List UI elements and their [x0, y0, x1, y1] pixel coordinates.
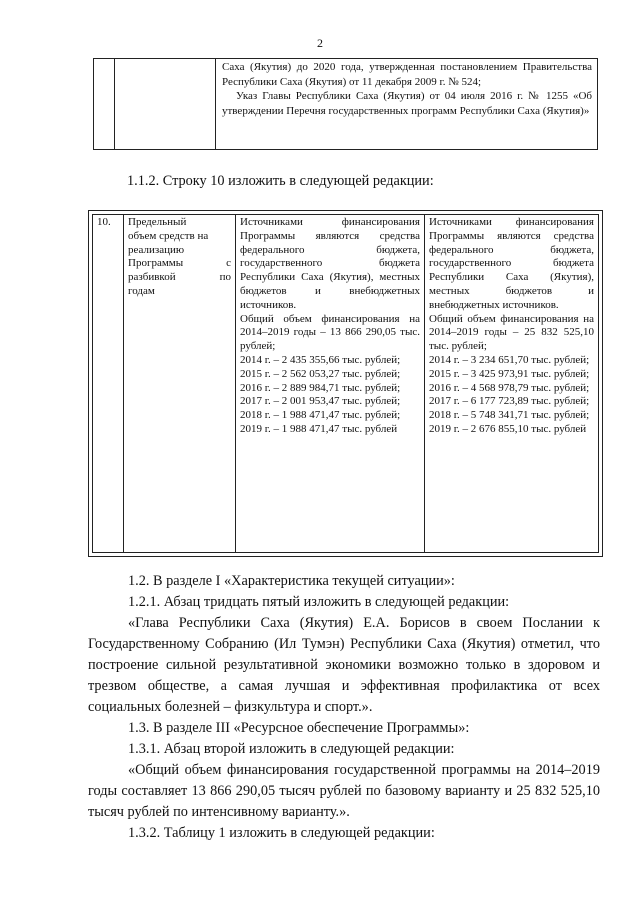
paragraph: 1.3.2. Таблицу 1 изложить в следующей редакции:: [128, 825, 435, 841]
intensive-variant-cell: [425, 215, 598, 552]
funding-year: 2015 г. – 2 562 053,27 тыс. рублей;: [240, 367, 401, 380]
funding-year: 2018 г. – 5 748 341,71 тыс. рублей;: [429, 409, 590, 422]
funding-year: 2017 г. – 6 177 723,89 тыс. рублей;: [429, 395, 590, 408]
paragraph: 1.3.1. Абзац второй изложить в следующей редакции:: [128, 741, 455, 757]
section-heading: 1.1.2. Строку 10 изложить в следующей редакции:: [127, 173, 434, 189]
row-number: 10.: [93, 215, 124, 552]
paragraph: 1.3. В разделе III «Ресурсное обеспечение Программы»:: [128, 720, 470, 736]
label-line: разбивкой по: [128, 271, 231, 284]
body-text: [88, 571, 600, 844]
funding-year: 2015 г. – 3 425 973,91 тыс. рублей;: [429, 367, 590, 380]
row-label: [124, 215, 236, 552]
funding-year: 2019 г. – 2 676 855,10 тыс. рублей: [429, 422, 587, 435]
label-line: объем средств на: [128, 229, 209, 242]
paragraph: 1.2.1. Абзац тридцать пятый изложить в следующей редакции:: [128, 594, 510, 610]
funding-total: Общий объем финансирования на 2014–2019 годы – 25 832 525,10 тыс. рублей;: [429, 312, 594, 353]
basic-variant-cell: [236, 215, 425, 552]
page-number: 2: [317, 36, 323, 50]
funding-year: 2016 г. – 4 568 978,79 тыс. рублей;: [429, 381, 590, 394]
label-line: Программы с: [128, 257, 231, 270]
table-line: Указ Главы Республики Саха (Якутия) от 04 июля 2016 г. № 1255 «Об утверждении Перечня государственных программ Республики Саха (Якутия)»: [222, 90, 592, 117]
label-line: Предельный: [128, 216, 187, 228]
label-line: годам: [128, 284, 155, 297]
funding-total: Общий объем финансирования на 2014–2019 годы – 13 866 290,05 тыс. рублей;: [240, 312, 420, 353]
table-cell-number: [94, 59, 115, 149]
continuation-table: [93, 58, 598, 150]
paragraph: «Глава Республики Саха (Якутия) Е.А. Борисов в своем Послании к Государственному Собранию (Ил Тумэн) Республики Саха (Якутия) отметил, что построение сильной результативной экономики возможно только в здоровом и трезвом обществе, а самая лучшая и эффективная профилактика от всех социальных болезней – физкультура и спорт.».: [88, 615, 600, 715]
table-cell-label: [115, 59, 216, 149]
table-line: Саха (Якутия) до 2020 года, утвержденная постановлением Правительства Республики Саха (Якутия) от 11 декабря 2009 г. № 524;: [222, 61, 592, 88]
funding-year: 2014 г. – 2 435 355,66 тыс. рублей;: [240, 353, 401, 366]
label-line: реализацию: [128, 243, 185, 256]
funding-year: 2018 г. – 1 988 471,47 тыс. рублей;: [240, 409, 401, 422]
funding-year: 2017 г. – 2 001 953,47 тыс. рублей;: [240, 395, 401, 408]
paragraph: «Общий объем финансирования государственной программы на 2014–2019 годы составляет 13 866 290,05 тысяч рублей по базовому варианту и 25 832 525,10 тысяч рублей по интенсивному варианту.».: [88, 762, 600, 820]
table-cell-content: [216, 59, 597, 149]
funding-year: 2019 г. – 1 988 471,47 тыс. рублей: [240, 422, 398, 435]
paragraph: 1.2. В разделе I «Характеристика текущей ситуации»:: [128, 573, 455, 589]
funding-year: 2016 г. – 2 889 984,71 тыс. рублей;: [240, 381, 401, 394]
funding-intro: Источниками финансирования Программы являются средства федерального бюджета, государственного бюджета Республики Саха (Якутия), местных бюджетов и внебюджетных источников.: [240, 216, 420, 311]
funding-intro: Источниками финансирования Программы являются средства федерального бюджета, государственного бюджета Республики Саха (Якутия), местных бюджетов и внебюджетных источников.: [429, 216, 594, 311]
funding-year: 2014 г. – 3 234 651,70 тыс. рублей;: [429, 353, 590, 366]
row-10-table: [88, 210, 603, 557]
